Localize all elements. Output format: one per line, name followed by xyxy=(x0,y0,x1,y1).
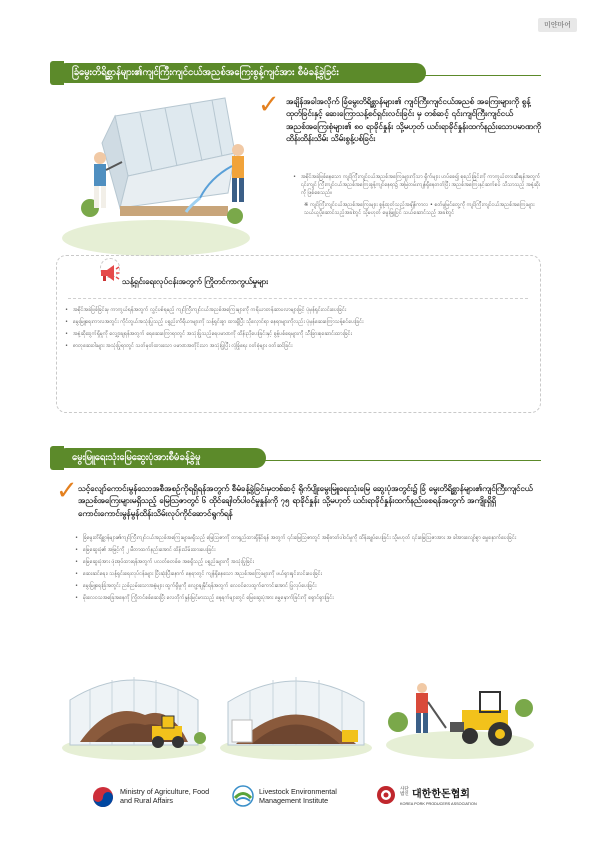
compost-shed-illustration xyxy=(60,660,208,760)
ministry-line2: and Rural Affairs xyxy=(120,796,174,805)
section1-heading-text: ခြံမွေးတိရိစ္ဆာန်များ၏ကျင်ကြီးကျင်ငယ်အညစ်အကြေးစွန့်ကျင်အား စီမံခန့်ခွဲခြင်း xyxy=(72,67,339,78)
language-tag: 미얀마어 xyxy=(538,18,577,32)
megaphone-icon xyxy=(98,262,120,284)
pork-producers-small: 사단법인 xyxy=(400,786,409,797)
barn-cleaning-illustration xyxy=(60,88,252,260)
compost-item: • မိုးလေဝသအခြေအနေကို ကြိုတင်စစ်ဆေးပြီး လေတိုက်နှုန်းမြင့်မားသည့် နေ့ရက်များတွင် မြေဆွေးပုံအား မွှေနှောက်ခြင်းကို ရှောင်ရှားခြင်း xyxy=(74,594,540,602)
section2-lead: သင့်လျော်ကောင်းမွန်သောအစီအစဉ်ကိုရရှိရန်အတွက် စီမံခန့်ခွဲခြင်းမှတစ်ဆင့် ရိုက်ပျိုးမွေးမြူရေးသုံးမြေ ဆွေးပုံအတွင်း၌ ခြံ မွေးတိရိစ္ဆာန်များ၏ကျင်ကြီးကျင်ငယ်အညစ်အကြေးများမရှိသည့် မြေဩဇာတွင် ၆ ထိုင်ချေါတ်ပါဝင်မှုနှုန်းကို ၇၅ ရာခိုင်နှုန်း သို့မဟုတ် ယင်းရာခိုင်နှုန်းထက်နည်းစေရန်အတွက် အကျိုးရှိရှိ ကောင်းကောင်းမွန်မွန်ထိန်းသိမ်းလုပ်ကိုင်ဆောင်ရွက်ရန် xyxy=(78,484,533,518)
compost-item: • ခြံမွေးတိရိစ္ဆာန်များ၏ကျင်ကြီးကျင်ငယ်အညစ်အကြေးများမရှိသည့် မြေဩဇာကို တာရှည်ထားရှိနိုင်ရန် အတွက် ၎င်းမြေဩဇာတွင် အစိုဓာတ်ပါဝင်မှုကို ထိန်းချုပ်ပေးခြင်း သို့မဟုတ် ၎င်းမြေဩဇာအား အ ခါအားလျော်စွာ မွှေနှောက်ပေးခြင်း xyxy=(74,534,540,542)
pork-producers-icon xyxy=(376,785,396,805)
ministry-line1: Ministry of Agriculture, Food xyxy=(120,787,210,796)
section1-footnote: ※ ကျင်ကြီးကျင်ငယ်အညစ်အကြေးများ စွန့်ထုတ်သည့်အချိန်ကာလ • စတ်မှုမြင်တွေ့ကို ကျင်ကြီးကျင်ငယ်အညစ်အကြေးများ သယ်ယူပို့ဆောင်သည့်အခါတွင် သို့မဟုတ် မွေးမြူပြင် သယ်ဆောင်သည့် အခါတွင် xyxy=(304,202,535,217)
institute-line1: Livestock Environmental xyxy=(259,787,337,796)
tips-title: သန့်ရှင်းရေးလုပ်ငန်းအတွက် ကြိုတင်ကာကွယ်မှုများ xyxy=(122,277,269,286)
tips-item: • ဓာတုဆေးဝါးများ အသုံးပြုရာတွင် သတ်မှတ်ထားသော ပမာဏအတိုင်းသာ အသုံးပြုပြီး လုံခြုံရေး ဝတ်စုံများ ဝတ်ဆင်ခြင်း xyxy=(64,342,532,350)
compost-item: • ဆေးဆင်ရေး၊ သန့်ရှင်းရေးလုပ်ငန်းများ ပြီးဆုံးပြီးနောက် နေရာတွင် ကျန်ရှိနေသော အညစ်အကြေးများကို ဖယ်ရှားရှင်းလင်းပေးခြင်း xyxy=(74,570,540,578)
section1-note xyxy=(292,173,542,217)
tips-item: • အနံ့ဆိုးထွက်ရှိမှုကို လျှော့ချရန်အတွက် ရေဆေးကြောရာတွင် အသုံးပြုသည့်ရေပမာဏကို ထိန်းညှိပေးခြင်းနှင့် စွန့်ပစ်ရေများကို သီးခြားစုဆောင်းထားခြင်း xyxy=(64,330,532,338)
ministry-logo-text xyxy=(120,787,209,805)
section2-heading-text: မွေးမြူရေးသုံးမြေဆွေးပုံအားစီမံခန့်ခွဲမှု xyxy=(72,452,201,463)
pork-producers-en: KOREA PORK PRODUCERS ASSOCIATION xyxy=(400,802,477,806)
livestock-institute-icon xyxy=(232,785,254,807)
compost-item: • မွေးမြူရေးခြံအတွင်း ညစ်ညမ်းသောအနံ့များ ထွက်ရှိမှုကို လျော့ချနိုင်ရန်အတွက် လေဝင်လေထွက်ကောင်းအောင် ပြုလုပ်ပေးခြင်း xyxy=(74,582,540,590)
tips-divider xyxy=(68,298,528,299)
tips-item: • အစိုင်အခဲဖြစ်ခြင်းမှ ကာကွယ်ရန်အတွက် လွှင့်ပစ်ရမည့် ကျင်ကြီးကျင်ငယ်အညစ်အကြေးများကို ကရိယာတန်ဆာပလာများဖြင့် ပုံမှန်ရှင်းလင်းပေးခြင်း xyxy=(64,306,532,314)
compost-item: • မြေဆွေးပုံ၏ အမြင့်ကို ၂ မီတာထက်နည်းအောင် ထိန်းသိမ်းထားပေးခြင်း xyxy=(74,546,540,554)
pork-producers-name: 대한한돈협회 xyxy=(412,789,470,800)
compost-item: • မြေဆွေးပုံအား ဖုံးအုပ်ထားရန်အတွက် ပလတ်စတစ်စ အစရှိသည့် ပစ္စည်းများကို အသုံးပြုခြင်း xyxy=(74,558,540,566)
korea-taegeuk-icon xyxy=(92,786,114,808)
tractor-worker-illustration xyxy=(384,660,536,760)
institute-line2: Management Institute xyxy=(259,796,329,805)
section1-note-item: • အစိုင်အခဲဖြစ်နေသော ကျင်ကြီးကျင်ငယ်အညစ်အကြေးများကိုသာ ရှိက်များ ဟပ်စေ၍ စုစည်းခြင်းကို ကာကွယ်တားဆီးရန်အတွက် ၎င်းကျင် ကြီးကျင်ငယ်အညစ်အကြေးစွန့်ကျင်နေရာ၌ အမြဲတမ်းကျန်ရှိနေတတ်ပြီး အညစ်အကြေးနှင့်ဆက်စပ် သိသာသည့် အနံ့ဆိုးကို ဖြစ်စေသည်။ xyxy=(292,173,542,197)
institute-logo-text xyxy=(259,787,337,805)
section2-list xyxy=(74,534,540,606)
tips-item: • မွေးမြူရေးကာလအတွင်း ကိုင်တွယ်အသုံးပြုသည့် ပစ္စည်းကိရိယာများကို သန့်ရှင်းစွာ ထားရှိပြီး သိုလှောင်ရာ နေရာများကိုလည်း ပုံမှန်ဆေးကြောသန့်စင်ပေးခြင်း xyxy=(64,318,532,326)
tips-list xyxy=(64,306,532,354)
compost-pile-illustration xyxy=(218,660,374,760)
section1-lead: အချိန်အခါအလိုက် ခြံမွေးတိရိစ္ဆာန်များ၏ ကျင်ကြီးကျင်ငယ်အညစ် အကြေးများကို စွန့်ထုတ်ခြင်းနှင့် ဆေးကြောသန့်စင်ရှင်းလင်းခြင်း မှ တစ်ဆင့် ၎င်းကျင်ကြီးကျင်ငယ်အညစ်အကြေးစုံများ၏ ၈၀ ရာခိုင်နှုန်း သို့မဟုတ် ယင်းရာခိုင်နှုန်းထက်နည်းသောပမာဏကို ထိန်းထိန်းသိမ်း သိမ်းစွန့်ပစ်ခြင်း xyxy=(286,97,541,144)
check-icon: ✓ xyxy=(56,476,78,506)
section2-heading xyxy=(56,448,266,468)
check-icon: ✓ xyxy=(258,90,280,120)
pork-producers-logo-text xyxy=(400,785,477,806)
section1-heading xyxy=(56,63,426,83)
